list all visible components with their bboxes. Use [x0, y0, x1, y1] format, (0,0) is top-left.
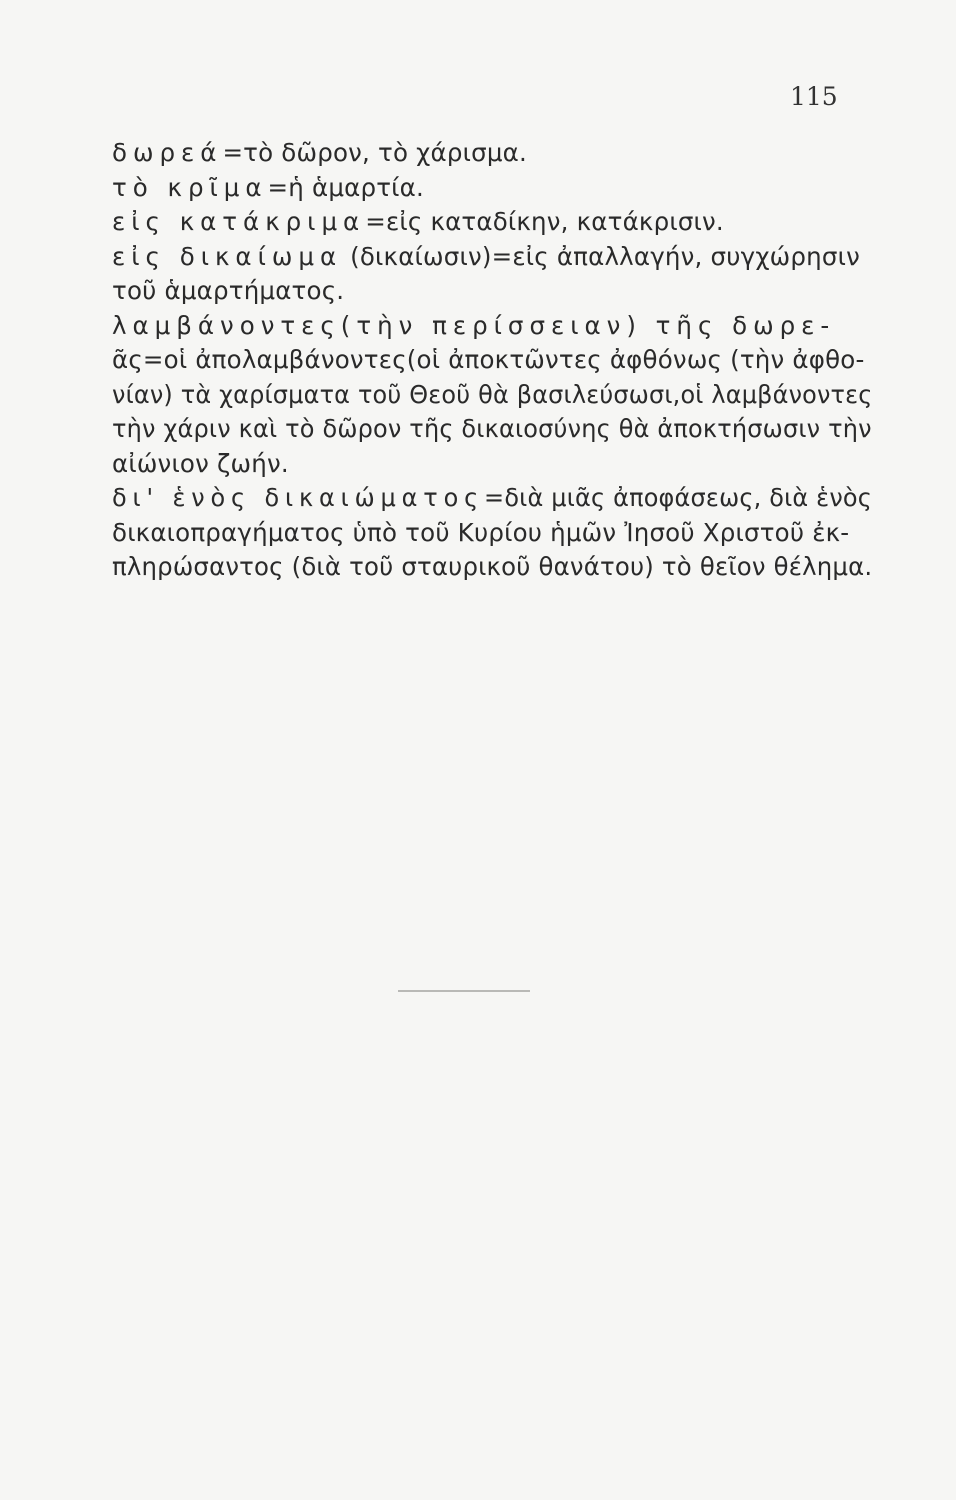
- text-line: [112, 343, 872, 378]
- text-line: [112, 550, 873, 585]
- glossary-definition: (τὴν περίσσειαν) τῆς δωρε-: [340, 310, 836, 340]
- glossary-definition: νίαν) τὰ χαρίσματα τοῦ Θεοῦ θὰ βασιλεύσωσι,οἱ λαμβάνοντες: [112, 379, 873, 409]
- text-line: [112, 205, 872, 240]
- bleed-through-rule: [398, 990, 530, 992]
- glossary-definition: ᾶς=οἱ ἀπολαμβάνοντες(οἱ ἀποκτῶντες ἀφθόνως (τὴν ἀφθο-: [112, 345, 865, 374]
- text-line: [112, 481, 873, 516]
- glossary-text: [112, 136, 872, 585]
- text-line: [112, 378, 873, 413]
- glossary-definition: (δικαίωσιν)=εἰς ἀπαλλαγήν, συγχώρησιν: [342, 241, 860, 271]
- text-line: [112, 516, 872, 551]
- glossary-definition: =διὰ μιᾶς ἀποφάσεως, διὰ ἑνὸς: [484, 483, 873, 512]
- glossary-definition: αἰώνιον ζωήν.: [112, 448, 289, 478]
- glossary-definition: =εἰς καταδίκην, κατάκρισιν.: [365, 207, 724, 236]
- text-line: [112, 171, 872, 206]
- text-line: [112, 240, 872, 275]
- glossary-definition: =τὸ δῶρον, τὸ χάρισμα.: [222, 138, 527, 167]
- glossary-definition: =ἡ ἁμαρτία.: [267, 172, 425, 202]
- glossary-term: λαμβάνοντες: [112, 310, 341, 340]
- text-line: [112, 447, 872, 482]
- text-line: [112, 309, 872, 344]
- text-line: [112, 136, 872, 171]
- glossary-term: εἰς δικαίωμα: [112, 241, 343, 271]
- glossary-term: δι' ἑνὸς δικαιώματος: [112, 483, 485, 512]
- page-number: 115: [790, 82, 838, 111]
- text-line: [112, 274, 872, 309]
- text-line: [112, 412, 872, 447]
- glossary-term: δωρεά: [112, 138, 223, 167]
- glossary-definition: τὴν χάριν καὶ τὸ δῶρον τῆς δικαιοσύνης θὰ ἀποκτήσωσιν τὴν: [112, 414, 872, 443]
- glossary-definition: πληρώσαντος (διὰ τοῦ σταυρικοῦ θανάτου) τὸ θεῖον θέλημα.: [112, 552, 873, 581]
- glossary-term: εἰς κατάκριμα: [112, 207, 366, 236]
- glossary-term: τὸ κρῖμα: [112, 172, 268, 202]
- glossary-definition: τοῦ ἁμαρτήματος.: [112, 276, 345, 305]
- glossary-definition: δικαιοπραγήματος ὑπὸ τοῦ Κυρίου ἡμῶν Ἰησοῦ Χριστοῦ ἐκ-: [112, 517, 850, 547]
